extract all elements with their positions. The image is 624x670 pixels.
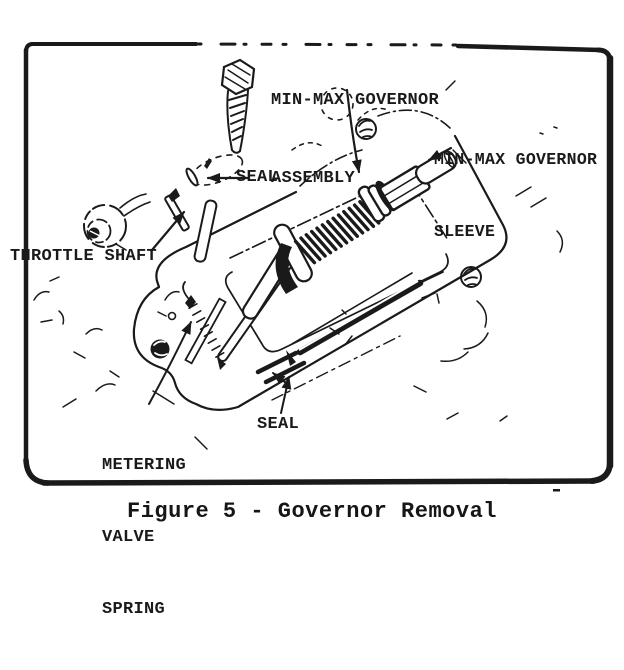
- callout-min-max-governor-sleeve: [434, 100, 597, 292]
- callout-throttle-shaft: THROTTLE SHAFT: [10, 247, 158, 266]
- callout-line: MIN-MAX GOVERNOR: [271, 91, 440, 110]
- seal-strips: [258, 353, 304, 382]
- upper-seal-part: [184, 158, 212, 187]
- callout-line: VALVE: [102, 528, 155, 547]
- callout-seal-lower: SEAL: [257, 415, 300, 434]
- boss-hole: [151, 340, 170, 359]
- figure-caption: Figure 5 - Governor Removal: [127, 499, 497, 524]
- shaft-seal-plate: [164, 188, 189, 231]
- leader-metering-spring: [149, 322, 191, 404]
- metering-valve-spring-part: [158, 282, 226, 370]
- callout-seal-upper: SEAL: [236, 168, 279, 187]
- valve-plate: [292, 272, 443, 352]
- callout-line: ASSEMBLY: [271, 169, 356, 188]
- callout-min-max-governor-assembly: [271, 36, 439, 244]
- throttle-shaft-sketch: [84, 194, 150, 250]
- callout-line: MIN-MAX GOVERNOR: [434, 150, 598, 169]
- callout-line: METERING: [102, 456, 187, 475]
- callout-line: SLEEVE: [434, 222, 496, 241]
- callout-line: SPRING: [102, 600, 166, 619]
- lever-bracket: [194, 200, 218, 263]
- callout-metering-valve-spring: [102, 406, 186, 670]
